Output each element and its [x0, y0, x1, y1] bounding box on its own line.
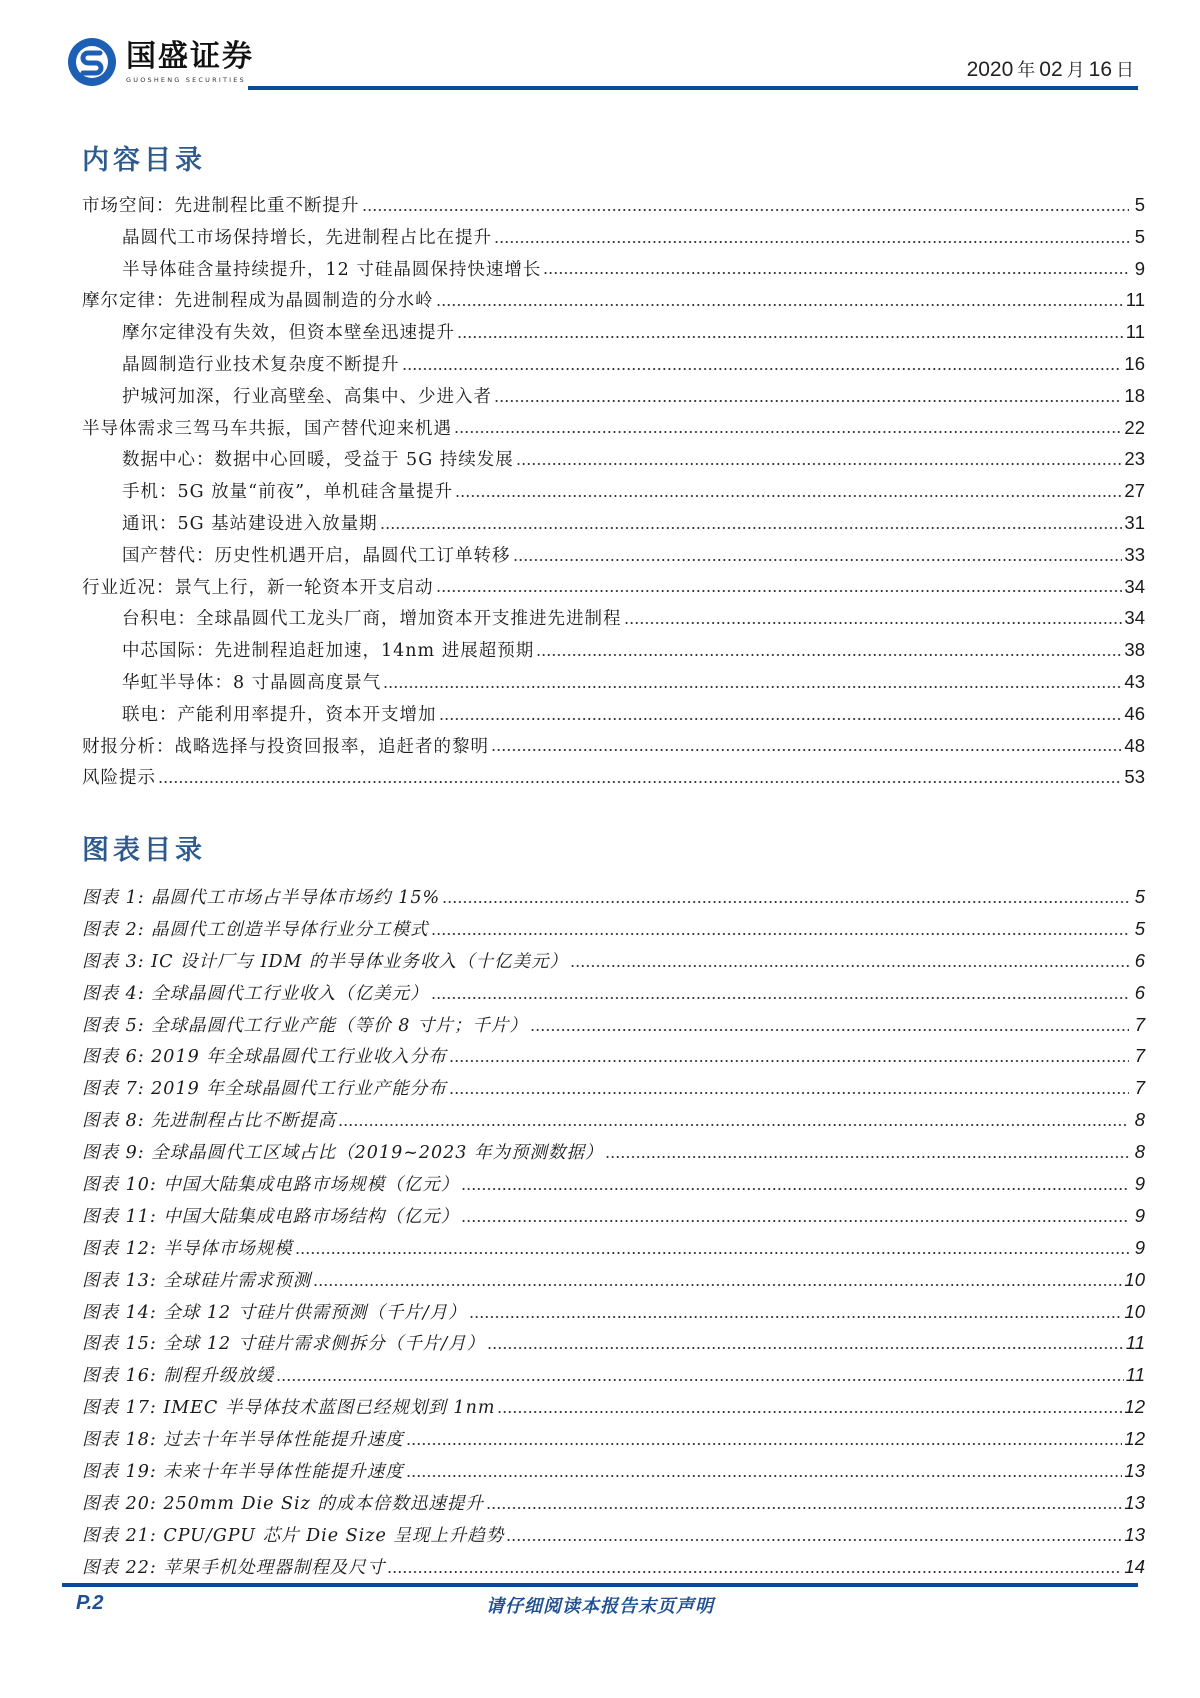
- toc-entry-label[interactable]: 台积电：全球晶圆代工龙头厂商，增加资本开支推进先进制程: [122, 609, 622, 630]
- figure-caption: 先进制程占比不断提高: [151, 1111, 337, 1132]
- figure-entry-label[interactable]: [82, 1457, 404, 1489]
- figure-entry-label[interactable]: [82, 1298, 467, 1330]
- figure-entry[interactable]: [82, 1359, 1145, 1391]
- figure-entry[interactable]: [82, 1072, 1145, 1104]
- figure-entry-page[interactable]: 9: [1134, 1204, 1145, 1226]
- dot-leader: [295, 1252, 1129, 1254]
- dot-leader: [402, 368, 1123, 370]
- figure-caption: CPU/GPU 芯片 Die Size 呈现上升趋势: [163, 1525, 505, 1546]
- figure-prefix: 图表 8:: [82, 1111, 145, 1132]
- toc-entry-page[interactable]: 34: [1124, 575, 1145, 597]
- figure-caption: 半导体市场规模: [163, 1238, 293, 1259]
- toc-entry-section[interactable]: [82, 666, 1145, 698]
- figure-caption: 全球 12 寸硅片供需预测（千片/月）: [163, 1302, 467, 1323]
- toc-entry-chapter[interactable]: [82, 284, 1145, 316]
- dot-leader: [506, 1539, 1122, 1541]
- date-day: 16: [1088, 58, 1112, 81]
- toc-entry-page[interactable]: 11: [1125, 289, 1145, 311]
- figure-entry-label[interactable]: [82, 883, 440, 915]
- figure-prefix: 图表 19:: [82, 1462, 157, 1483]
- footer-divider: [62, 1583, 1138, 1587]
- dot-leader: [158, 781, 1122, 783]
- toc-entry-label[interactable]: 摩尔定律：先进制程成为晶圆制造的分水岭: [82, 291, 434, 312]
- figure-prefix: 图表 10:: [82, 1175, 157, 1196]
- figure-prefix: 图表 1:: [82, 888, 145, 908]
- dot-leader: [383, 686, 1122, 688]
- figure-entry-page[interactable]: 8: [1134, 1141, 1145, 1163]
- toc-entry-page[interactable]: 34: [1124, 607, 1145, 629]
- figure-prefix: 图表 4:: [82, 983, 145, 1004]
- toc-entry-label[interactable]: 通讯：5G 基站建设进入放量期: [122, 513, 378, 534]
- toc-entry-section[interactable]: [82, 634, 1145, 666]
- figure-caption: 全球硅片需求预测: [163, 1270, 312, 1291]
- header-divider: [248, 86, 1138, 90]
- toc-entry-page[interactable]: 9: [1134, 257, 1145, 279]
- dot-leader: [570, 965, 1129, 967]
- figure-entry[interactable]: [82, 1136, 1145, 1168]
- figure-entry-page[interactable]: 14: [1124, 1555, 1145, 1577]
- dot-leader: [436, 304, 1124, 306]
- figure-entry-page[interactable]: 9: [1134, 1173, 1145, 1195]
- dot-leader: [543, 272, 1129, 274]
- figure-entry[interactable]: [82, 1487, 1145, 1519]
- dot-leader: [536, 654, 1122, 656]
- date-month-unit: 月: [1066, 60, 1085, 81]
- dot-leader: [338, 1124, 1129, 1126]
- figure-entry-page[interactable]: 7: [1134, 1045, 1145, 1067]
- figure-entry-page[interactable]: 10: [1124, 1300, 1145, 1322]
- figure-entry-label[interactable]: [82, 1266, 311, 1298]
- dot-leader: [439, 718, 1123, 720]
- dot-leader: [624, 622, 1123, 624]
- dot-leader: [454, 431, 1122, 433]
- disclaimer-note: 请仔细阅读本报告末页声明: [486, 1596, 714, 1617]
- figure-entry-page[interactable]: 13: [1124, 1460, 1145, 1482]
- toc-entry-label[interactable]: 联电：产能利用率提升，资本开支增加: [122, 704, 437, 725]
- figure-entry[interactable]: [82, 881, 1145, 913]
- figure-entry[interactable]: [82, 1519, 1145, 1551]
- toc-entry-section[interactable]: [82, 348, 1145, 380]
- dot-leader: [497, 1411, 1122, 1413]
- figure-prefix: 图表 21:: [82, 1525, 157, 1546]
- toc-entry-section[interactable]: [82, 253, 1145, 285]
- toc-entry-label[interactable]: 华虹半导体：8 寸晶圆高度景气: [122, 672, 382, 693]
- toc-entry-label[interactable]: 行业近况：景气上行，新一轮资本开支启动: [82, 577, 434, 598]
- figure-prefix: 图表 17:: [82, 1398, 157, 1419]
- dot-leader: [313, 1284, 1122, 1286]
- date-year-unit: 年: [1017, 60, 1036, 81]
- toc-entry-page[interactable]: 5: [1134, 225, 1145, 247]
- figure-entry[interactable]: [82, 1455, 1145, 1487]
- toc-entry-section[interactable]: [82, 475, 1145, 507]
- toc-entry-chapter[interactable]: [82, 730, 1145, 762]
- figure-prefix: 图表 13:: [82, 1270, 157, 1291]
- figure-entry-label[interactable]: [82, 1521, 504, 1553]
- figure-caption: IC 设计厂与 IDM 的半导体业务收入（十亿美元）: [151, 951, 569, 972]
- figure-caption: 中国大陆集成电路市场结构（亿元）: [163, 1206, 460, 1227]
- figure-entry-page[interactable]: 12: [1124, 1396, 1145, 1418]
- figure-prefix: 图表 15:: [82, 1334, 157, 1355]
- figure-entry[interactable]: [82, 1264, 1145, 1296]
- page-number: P.2: [76, 1592, 104, 1614]
- toc-entry-section[interactable]: [82, 698, 1145, 730]
- figure-entry[interactable]: [82, 1009, 1145, 1041]
- dot-leader: [455, 495, 1122, 497]
- figure-entry-label[interactable]: [82, 1106, 336, 1138]
- figure-entry-page[interactable]: 11: [1125, 1364, 1145, 1386]
- figure-entry-label[interactable]: [82, 1011, 528, 1043]
- figure-entry-page[interactable]: 11: [1125, 1332, 1145, 1354]
- dot-leader: [449, 1092, 1129, 1094]
- figure-caption: 全球晶圆代工区域占比（2019~2023 年为预测数据）: [151, 1143, 604, 1164]
- dot-leader: [449, 1060, 1129, 1062]
- figure-caption: 中国大陆集成电路市场规模（亿元）: [163, 1175, 460, 1196]
- dot-leader: [530, 1029, 1129, 1031]
- toc-entry-label[interactable]: 手机：5G 放量“前夜”，单机硅含量提升: [122, 482, 454, 503]
- dot-leader: [431, 933, 1129, 935]
- brand-name-cn: 国盛证券: [126, 39, 254, 74]
- toc-entry-label[interactable]: 摩尔定律没有失效，但资本壁垒迅速提升: [122, 323, 455, 344]
- dot-leader: [491, 749, 1122, 751]
- figure-entry[interactable]: [82, 945, 1145, 977]
- figure-prefix: 图表 2:: [82, 919, 145, 940]
- figure-entry[interactable]: [82, 913, 1145, 945]
- figure-entry-page[interactable]: 13: [1124, 1523, 1145, 1545]
- dot-leader: [486, 1507, 1123, 1509]
- dot-leader: [487, 1347, 1124, 1349]
- figure-entry-page[interactable]: 7: [1134, 1077, 1145, 1099]
- toc-entry-label[interactable]: 护城河加深，行业高壁垒、高集中、少进入者: [122, 386, 492, 407]
- figure-entry-label[interactable]: [82, 1425, 404, 1457]
- toc-entry-label[interactable]: 晶圆制造行业技术复杂度不断提升: [122, 354, 400, 375]
- toc-entry-page[interactable]: 5: [1134, 194, 1145, 215]
- figure-entry-page[interactable]: 8: [1134, 1109, 1145, 1131]
- figure-caption: 制程升级放缓: [163, 1366, 275, 1387]
- figure-entry-label[interactable]: [82, 915, 429, 947]
- toc-entry-label[interactable]: 风险提示: [82, 768, 156, 789]
- figure-prefix: 图表 14:: [82, 1302, 157, 1323]
- figure-entry-page[interactable]: 10: [1124, 1268, 1145, 1290]
- toc-entry-chapter[interactable]: [82, 412, 1145, 444]
- toc-entry-label[interactable]: 数据中心：数据中心回暖，受益于 5G 持续发展: [122, 450, 514, 471]
- figure-caption: 未来十年半导体性能提升速度: [163, 1462, 404, 1483]
- toc-entry-section[interactable]: [82, 602, 1145, 634]
- figures-title: 图表目录: [82, 835, 206, 866]
- figure-entry-label[interactable]: [82, 1138, 603, 1170]
- dot-leader: [469, 1316, 1123, 1318]
- toc-entry-label[interactable]: 市场空间：先进制程比重不断提升: [82, 196, 360, 216]
- dot-leader: [494, 241, 1129, 243]
- figure-caption: IMEC 半导体技术蓝图已经规划到 1nm: [163, 1398, 496, 1419]
- figure-entry-label[interactable]: [82, 1234, 293, 1266]
- figure-entry-page[interactable]: 13: [1124, 1491, 1145, 1513]
- figure-entry-page[interactable]: 6: [1134, 981, 1145, 1003]
- toc-entry-chapter[interactable]: [82, 761, 1145, 793]
- toc-entry-section[interactable]: [82, 539, 1145, 571]
- page-header: [0, 0, 1200, 100]
- figure-prefix: 图表 12:: [82, 1238, 157, 1259]
- figure-entry-label[interactable]: [82, 1074, 447, 1106]
- figure-entry-label[interactable]: [82, 1042, 447, 1074]
- figure-caption: 全球晶圆代工行业收入（亿美元）: [151, 983, 429, 1004]
- toc-entry-section[interactable]: [82, 316, 1145, 348]
- toc-entry-page[interactable]: 27: [1124, 480, 1145, 502]
- dot-leader: [494, 400, 1122, 402]
- figure-caption: 晶圆代工市场占半导体市场约 15%: [151, 888, 441, 908]
- toc-entry-page[interactable]: 43: [1124, 670, 1145, 692]
- toc-entry-label[interactable]: 财报分析：战略选择与投资回报率，追赶者的黎明: [82, 736, 489, 757]
- dot-leader: [380, 527, 1123, 529]
- dot-leader: [406, 1443, 1123, 1445]
- toc-entry-section[interactable]: [82, 507, 1145, 539]
- date-month: 02: [1039, 58, 1063, 81]
- figure-entry[interactable]: [82, 1423, 1145, 1455]
- toc-entry-label[interactable]: 半导体需求三驾马车共振，国产替代迎来机遇: [82, 418, 452, 439]
- date-year: 2020: [966, 58, 1014, 81]
- figure-prefix: 图表 5:: [82, 1015, 145, 1036]
- figure-entry-label[interactable]: [82, 1393, 495, 1425]
- toc-entry-chapter[interactable]: [82, 189, 1145, 221]
- brand-logo: [66, 36, 254, 88]
- figure-entry-label[interactable]: [82, 979, 429, 1011]
- toc-entry-label[interactable]: 晶圆代工市场保持增长，先进制程占比在提升: [122, 227, 492, 248]
- toc-entry-page[interactable]: 38: [1124, 639, 1145, 661]
- dot-leader: [436, 590, 1123, 592]
- figure-caption: 250mm Die Siz 的成本倍数迅速提升: [163, 1493, 484, 1514]
- dot-leader: [516, 463, 1123, 465]
- figure-prefix: 图表 20:: [82, 1493, 157, 1514]
- figure-caption: 全球 12 寸硅片需求侧拆分（千片/月）: [163, 1334, 486, 1355]
- toc-title: 内容目录: [82, 145, 206, 176]
- figure-entry-label[interactable]: [82, 1553, 385, 1585]
- figure-entry[interactable]: [82, 1327, 1145, 1359]
- date-day-unit: 日: [1116, 60, 1134, 81]
- dot-leader: [362, 209, 1130, 211]
- dot-leader: [276, 1379, 1123, 1381]
- figure-caption: 过去十年半导体性能提升速度: [163, 1430, 404, 1451]
- toc-entry-page[interactable]: 22: [1124, 416, 1145, 438]
- figure-prefix: 图表 22:: [82, 1557, 157, 1578]
- figure-entry[interactable]: [82, 1200, 1145, 1232]
- figure-prefix: 图表 6:: [82, 1047, 145, 1068]
- toc-entry-page[interactable]: 53: [1124, 766, 1145, 788]
- guosheng-logo-icon: [66, 36, 118, 88]
- figure-entry-label[interactable]: [82, 1202, 459, 1234]
- figure-entry-page[interactable]: 7: [1134, 1013, 1145, 1035]
- toc-entry-chapter[interactable]: [82, 571, 1145, 603]
- figure-entry-label[interactable]: [82, 1361, 274, 1393]
- dot-leader: [513, 559, 1123, 561]
- figure-prefix: 图表 16:: [82, 1366, 157, 1387]
- figure-caption: 晶圆代工创造半导体行业分工模式: [151, 919, 429, 940]
- toc-entry-label[interactable]: 中芯国际：先进制程追赶加速，14nm 进展超预期: [122, 641, 535, 662]
- dot-leader: [431, 997, 1129, 999]
- report-date: [967, 56, 1138, 82]
- toc-entry-page[interactable]: 23: [1124, 448, 1145, 470]
- figure-entry-label[interactable]: [82, 947, 568, 979]
- figure-entry[interactable]: [82, 1391, 1145, 1423]
- toc-entry-label[interactable]: 半导体硅含量持续提升，12 寸硅晶圆保持快速增长: [122, 259, 542, 280]
- toc-entry-page[interactable]: 46: [1124, 702, 1145, 724]
- dot-leader: [461, 1220, 1129, 1222]
- toc-entry-page[interactable]: 48: [1124, 734, 1145, 756]
- figure-prefix: 图表 3:: [82, 951, 145, 972]
- toc-entry-section[interactable]: [82, 443, 1145, 475]
- figures-list: [82, 881, 1145, 1583]
- toc-entry-page[interactable]: 33: [1124, 543, 1145, 565]
- figure-entry[interactable]: [82, 1232, 1145, 1264]
- toc-entry-page[interactable]: 31: [1124, 511, 1145, 533]
- toc-list: [82, 189, 1145, 793]
- toc-entry-section[interactable]: [82, 380, 1145, 412]
- figure-entry-page[interactable]: 9: [1134, 1236, 1145, 1258]
- dot-leader: [442, 901, 1129, 903]
- figure-entry[interactable]: [82, 977, 1145, 1009]
- figure-entry[interactable]: [82, 1040, 1145, 1072]
- dot-leader: [457, 336, 1124, 338]
- figure-prefix: 图表 18:: [82, 1430, 157, 1451]
- dot-leader: [406, 1475, 1123, 1477]
- figure-entry[interactable]: [82, 1168, 1145, 1200]
- dot-leader: [461, 1188, 1129, 1190]
- figure-prefix: 图表 11:: [82, 1206, 157, 1227]
- figure-prefix: 图表 9:: [82, 1143, 145, 1164]
- figure-entry-page[interactable]: 5: [1134, 917, 1145, 939]
- toc-entry-page[interactable]: 18: [1124, 384, 1145, 406]
- figure-entry-page[interactable]: 6: [1134, 949, 1145, 971]
- brand-name-en: GUOSHENG SECURITIES: [126, 76, 246, 84]
- toc-entry-page[interactable]: 11: [1125, 321, 1145, 343]
- figure-caption: 2019 年全球晶圆代工行业产能分布: [151, 1079, 447, 1100]
- toc-entry-page[interactable]: 16: [1124, 352, 1145, 374]
- figure-entry[interactable]: [82, 1296, 1145, 1328]
- figure-entry[interactable]: [82, 1551, 1145, 1583]
- figure-entry-page[interactable]: 12: [1124, 1428, 1145, 1450]
- dot-leader: [387, 1571, 1122, 1573]
- figure-entry-label[interactable]: [82, 1489, 484, 1521]
- figure-caption: 全球晶圆代工行业产能（等价 8 寸片；千片）: [151, 1015, 528, 1036]
- toc-entry-label[interactable]: 国产替代：历史性机遇开启，晶圆代工订单转移: [122, 545, 511, 566]
- dot-leader: [605, 1156, 1129, 1158]
- figure-entry[interactable]: [82, 1104, 1145, 1136]
- figure-caption: 苹果手机处理器制程及尺寸: [163, 1557, 386, 1578]
- toc-entry-section[interactable]: [82, 221, 1145, 253]
- figure-entry-label[interactable]: [82, 1170, 459, 1202]
- figure-entry-label[interactable]: [82, 1329, 485, 1361]
- figure-entry-page[interactable]: 5: [1134, 886, 1145, 907]
- figure-caption: 2019 年全球晶圆代工行业收入分布: [151, 1047, 447, 1068]
- figure-prefix: 图表 7:: [82, 1079, 145, 1100]
